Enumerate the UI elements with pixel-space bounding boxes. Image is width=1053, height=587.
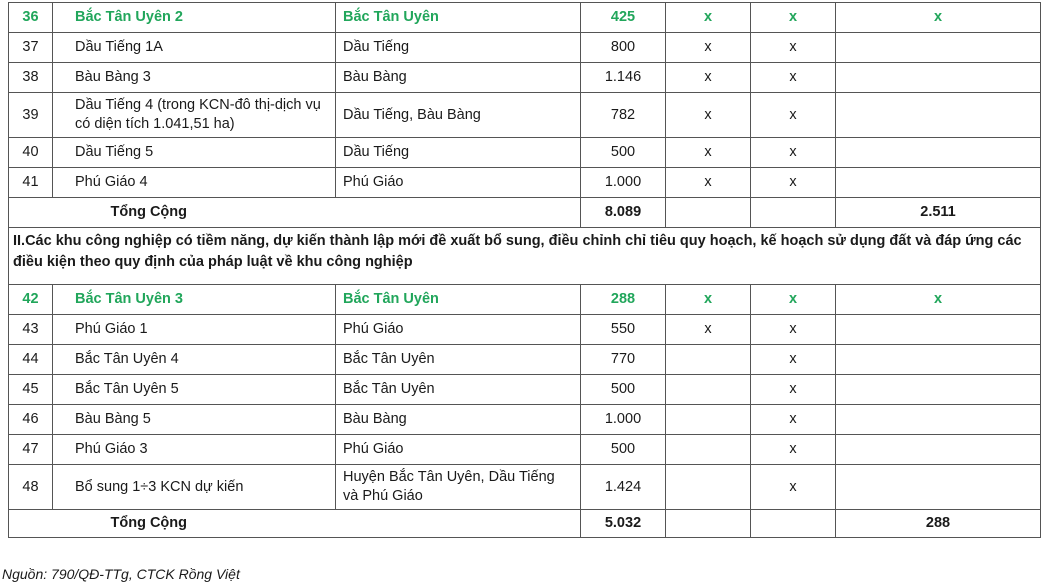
source-note: Nguồn: 790/QĐ-TTg, CTCK Rồng Việt — [2, 566, 240, 582]
zone-name: Bàu Bàng 3 — [53, 63, 336, 93]
table-row — [9, 93, 1041, 138]
mark-col-b: x — [751, 375, 836, 405]
zone-location: Dầu Tiếng — [336, 138, 581, 168]
zone-area: 1.000 — [581, 168, 666, 198]
mark-col-c: x — [836, 285, 1041, 315]
total-area: 5.032 — [581, 510, 666, 538]
zone-name: Bắc Tân Uyên 3 — [53, 285, 336, 315]
mark-col-c — [836, 138, 1041, 168]
table-row — [9, 405, 1041, 435]
mark-col-b: x — [751, 138, 836, 168]
mark-col-c — [836, 435, 1041, 465]
mark-col-a — [666, 375, 751, 405]
mark-col-a — [666, 435, 751, 465]
zone-location: Bàu Bàng — [336, 405, 581, 435]
table-row — [9, 345, 1041, 375]
table-row — [9, 315, 1041, 345]
zone-area: 550 — [581, 315, 666, 345]
total-col-b — [751, 198, 836, 228]
zone-location: Huyện Bắc Tân Uyên, Dầu Tiếng và Phú Giáo — [336, 465, 581, 510]
zone-name: Phú Giáo 1 — [53, 315, 336, 345]
row-number: 44 — [9, 345, 53, 375]
mark-col-b: x — [751, 405, 836, 435]
mark-col-a: x — [666, 3, 751, 33]
mark-col-c — [836, 63, 1041, 93]
table-row — [9, 435, 1041, 465]
table-row — [9, 138, 1041, 168]
section-header — [9, 228, 1041, 285]
total-label: Tổng Cộng — [53, 510, 581, 538]
zone-name: Phú Giáo 3 — [53, 435, 336, 465]
mark-col-a — [666, 465, 751, 510]
mark-col-c — [836, 93, 1041, 138]
zone-area: 1.146 — [581, 63, 666, 93]
mark-col-b: x — [751, 168, 836, 198]
total-col-b — [751, 510, 836, 538]
zone-area: 770 — [581, 345, 666, 375]
zone-location: Bàu Bàng — [336, 63, 581, 93]
zone-area: 288 — [581, 285, 666, 315]
zone-name: Dầu Tiếng 4 (trong KCN-đô thị-dịch vụ có diện tích 1.041,51 ha) — [53, 93, 336, 138]
mark-col-a: x — [666, 33, 751, 63]
zone-location: Phú Giáo — [336, 168, 581, 198]
zone-name: Bắc Tân Uyên 5 — [53, 375, 336, 405]
table-row — [9, 375, 1041, 405]
total-spacer — [9, 510, 53, 538]
table-row — [9, 465, 1041, 510]
row-number: 45 — [9, 375, 53, 405]
zone-area: 500 — [581, 138, 666, 168]
mark-col-c — [836, 168, 1041, 198]
mark-col-b: x — [751, 435, 836, 465]
table-row — [9, 3, 1041, 33]
zone-location: Bắc Tân Uyên — [336, 345, 581, 375]
section-title: II.Các khu công nghiệp có tiềm năng, dự kiến thành lập mới đề xuất bổ sung, điều chỉnh chỉ tiêu quy hoạch, kế hoạch sử dụng đất và đáp ứng các điều kiện theo quy định của pháp luật về khu công nghiệp — [9, 228, 1041, 285]
total-col-a — [666, 198, 751, 228]
row-number: 42 — [9, 285, 53, 315]
total-col-c: 2.511 — [836, 198, 1041, 228]
zone-area: 500 — [581, 435, 666, 465]
mark-col-c — [836, 315, 1041, 345]
total-col-a — [666, 510, 751, 538]
zone-location: Dầu Tiếng — [336, 33, 581, 63]
zone-area: 425 — [581, 3, 666, 33]
table-row — [9, 285, 1041, 315]
zone-name: Bàu Bàng 5 — [53, 405, 336, 435]
zone-name: Bắc Tân Uyên 4 — [53, 345, 336, 375]
zone-location: Phú Giáo — [336, 435, 581, 465]
zone-area: 1.424 — [581, 465, 666, 510]
table-row — [9, 168, 1041, 198]
mark-col-a: x — [666, 63, 751, 93]
row-number: 37 — [9, 33, 53, 63]
mark-col-a: x — [666, 168, 751, 198]
row-number: 47 — [9, 435, 53, 465]
mark-col-c — [836, 465, 1041, 510]
mark-col-b: x — [751, 63, 836, 93]
table-row — [9, 33, 1041, 63]
mark-col-a: x — [666, 93, 751, 138]
total-col-c: 288 — [836, 510, 1041, 538]
total-row — [9, 198, 1041, 228]
row-number: 39 — [9, 93, 53, 138]
mark-col-c — [836, 345, 1041, 375]
zone-name: Phú Giáo 4 — [53, 168, 336, 198]
mark-col-c — [836, 405, 1041, 435]
mark-col-c: x — [836, 3, 1041, 33]
mark-col-b: x — [751, 315, 836, 345]
mark-col-a: x — [666, 315, 751, 345]
mark-col-c — [836, 33, 1041, 63]
zone-name: Dầu Tiếng 5 — [53, 138, 336, 168]
mark-col-a — [666, 345, 751, 375]
mark-col-b: x — [751, 465, 836, 510]
mark-col-b: x — [751, 3, 836, 33]
mark-col-b: x — [751, 93, 836, 138]
row-number: 41 — [9, 168, 53, 198]
mark-col-a: x — [666, 285, 751, 315]
zone-area: 782 — [581, 93, 666, 138]
total-spacer — [9, 198, 53, 228]
zone-area: 500 — [581, 375, 666, 405]
zone-location: Bắc Tân Uyên — [336, 285, 581, 315]
zone-area: 800 — [581, 33, 666, 63]
total-area: 8.089 — [581, 198, 666, 228]
row-number: 46 — [9, 405, 53, 435]
mark-col-b: x — [751, 345, 836, 375]
industrial-zone-table — [8, 2, 1041, 538]
row-number: 43 — [9, 315, 53, 345]
row-number: 36 — [9, 3, 53, 33]
total-label: Tổng Cộng — [53, 198, 581, 228]
row-number: 38 — [9, 63, 53, 93]
zone-name: Bổ sung 1÷3 KCN dự kiến — [53, 465, 336, 510]
row-number: 40 — [9, 138, 53, 168]
zone-name: Dầu Tiếng 1A — [53, 33, 336, 63]
zone-location: Bắc Tân Uyên — [336, 3, 581, 33]
mark-col-a — [666, 405, 751, 435]
mark-col-c — [836, 375, 1041, 405]
zone-location: Bắc Tân Uyên — [336, 375, 581, 405]
mark-col-b: x — [751, 285, 836, 315]
mark-col-b: x — [751, 33, 836, 63]
zone-location: Phú Giáo — [336, 315, 581, 345]
mark-col-a: x — [666, 138, 751, 168]
row-number: 48 — [9, 465, 53, 510]
total-row — [9, 510, 1041, 538]
table-row — [9, 63, 1041, 93]
zone-name: Bắc Tân Uyên 2 — [53, 3, 336, 33]
zone-area: 1.000 — [581, 405, 666, 435]
zone-location: Dầu Tiếng, Bàu Bàng — [336, 93, 581, 138]
